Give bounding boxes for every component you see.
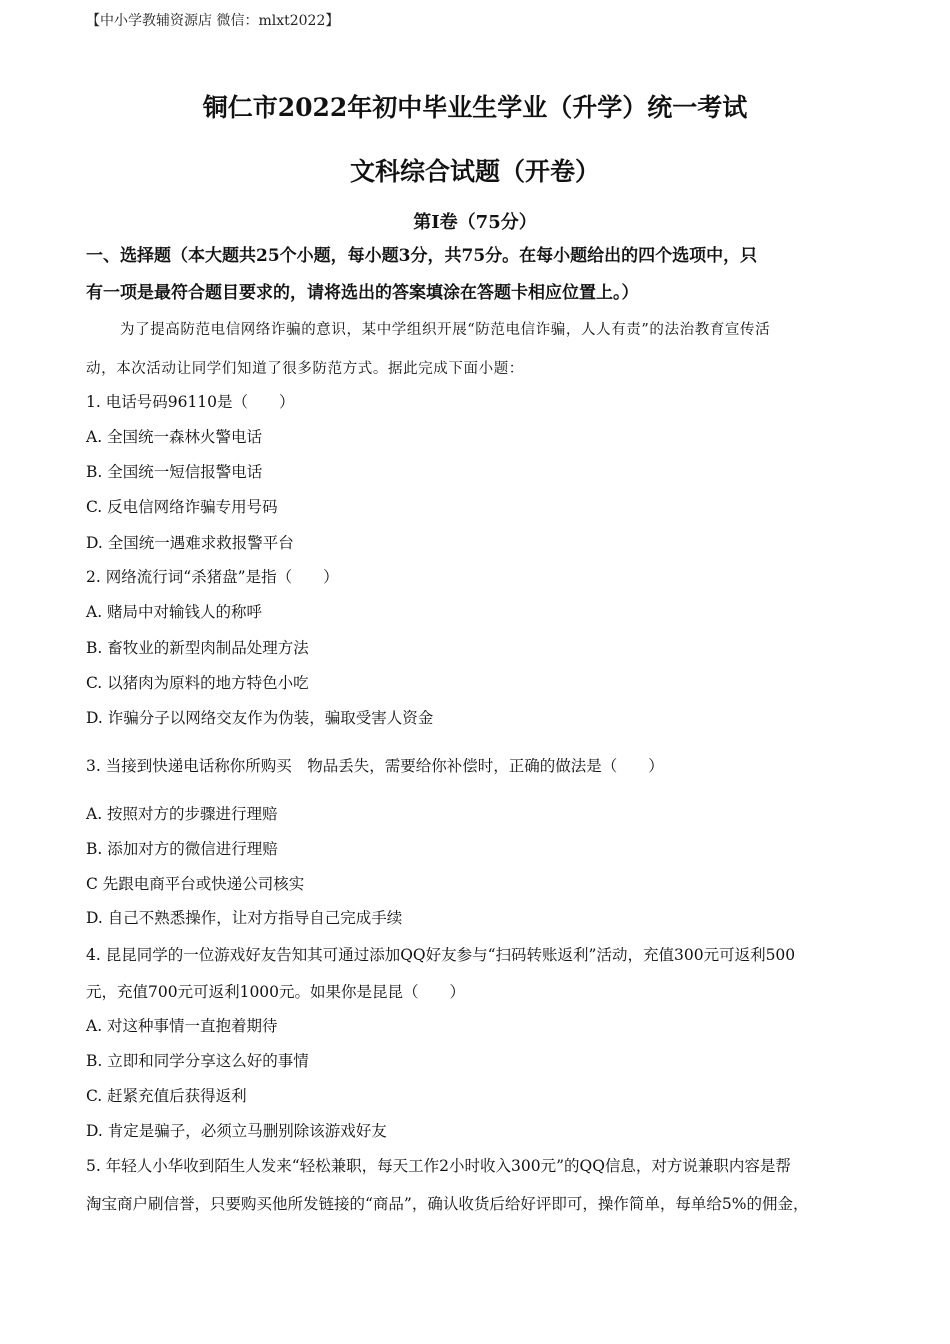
question-stem: 5. 年轻人小华收到陌生人发来“轻松兼职，每天工作2小时收入300元”的QQ信息，对方说兼职内容是帮 <box>86 1157 791 1175</box>
question-option: A. 赌局中对输钱人的称呼 <box>86 603 263 621</box>
exam-title: 铜仁市2022年初中毕业生学业（升学）统一考试 <box>202 93 748 122</box>
question-stem: 元，充值700元可返利1000元。如果你是昆昆（ ） <box>86 983 466 1001</box>
question-option: A. 全国统一森林火警电话 <box>86 428 263 446</box>
section-heading-line: 有一项是最符合题目要求的，请将选出的答案填涂在答题卡相应位置上。） <box>86 283 639 303</box>
volume-title: 第I卷（75分） <box>413 212 537 233</box>
question-stem: 淘宝商户刷信誉，只要购买他所发链接的“商品”，确认收货后给好评即可，操作简单，每单给5%的佣金， <box>86 1195 809 1213</box>
question-option: C 先跟电商平台或快递公司核实 <box>86 875 305 893</box>
question-option: B. 立即和同学分享这么好的事情 <box>86 1052 309 1070</box>
question-stem: 1. 电话号码96110是（ ） <box>86 393 295 411</box>
question-option: B. 畜牧业的新型肉制品处理方法 <box>86 639 309 657</box>
intro-line: 为了提高防范电信网络诈骗的意识，某中学组织开展“防范电信诈骗，人人有责”的法治教育宣传活 <box>120 322 771 338</box>
question-option: B. 添加对方的微信进行理赔 <box>86 840 278 858</box>
question-stem: 4. 昆昆同学的一位游戏好友告知其可通过添加QQ好友参与“扫码转账返利”活动，充值300元可返利500 <box>86 946 796 964</box>
question-stem: 3. 当接到快递电话称你所购买 物品丢失，需要给你补偿时，正确的做法是（ ） <box>86 757 664 775</box>
intro-line: 动，本次活动让同学们知道了很多防范方式。据此完成下面小题： <box>86 361 524 377</box>
question-option: D. 自己不熟悉操作，让对方指导自己完成手续 <box>86 909 403 927</box>
question-option: C. 反电信网络诈骗专用号码 <box>86 498 278 516</box>
header-note: 【中小学教辅资源店 微信：mlxt2022】 <box>86 13 340 29</box>
exam-subtitle: 文科综合试题（开卷） <box>349 157 600 186</box>
question-option: B. 全国统一短信报警电话 <box>86 463 263 481</box>
question-option: D. 诈骗分子以网络交友作为伪装，骗取受害人资金 <box>86 709 434 727</box>
section-heading-line: 一、选择题（本大题共25个小题，每小题3分，共75分。在每小题给出的四个选项中，只 <box>86 246 758 266</box>
question-option: D. 全国统一遇难求救报警平台 <box>86 534 294 552</box>
section-heading <box>86 238 866 312</box>
question-option: D. 肯定是骗子，必须立马删别除该游戏好友 <box>86 1122 387 1140</box>
question-option: A. 按照对方的步骤进行理赔 <box>86 805 278 823</box>
question-option: C. 赶紧充值后获得返利 <box>86 1087 247 1105</box>
question-option: C. 以猪肉为原料的地方特色小吃 <box>86 674 309 692</box>
question-stem: 2. 网络流行词“杀猪盘”是指（ ） <box>86 568 339 586</box>
question-option: A. 对这种事情一直抱着期待 <box>86 1017 278 1035</box>
